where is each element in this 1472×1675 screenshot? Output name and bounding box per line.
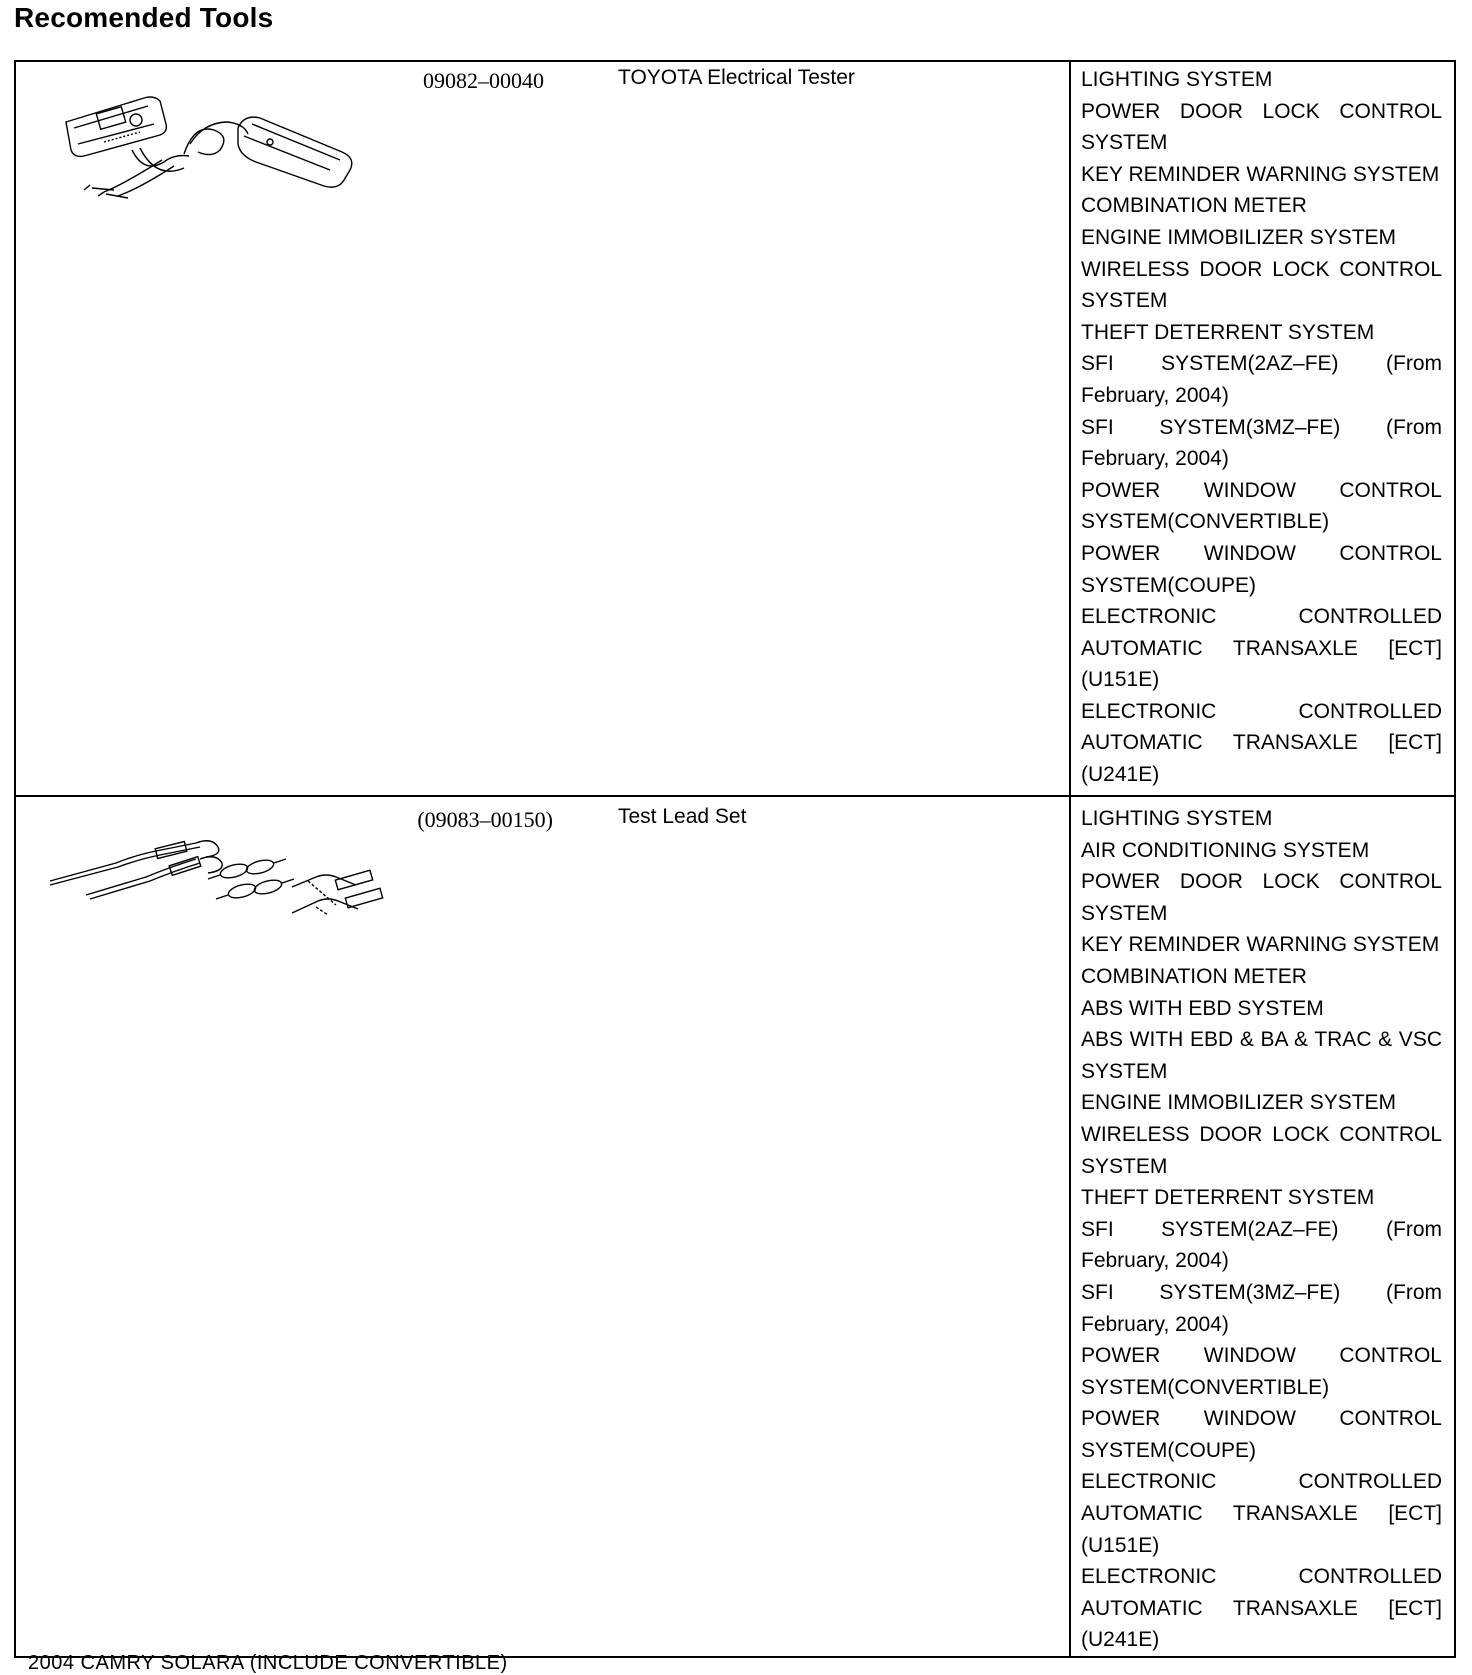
system-item: KEY REMINDER WARNING SYSTEM: [1081, 933, 1440, 957]
systems-list: [1081, 64, 1442, 791]
system-item: ABS WITH EBD & BA & TRAC & VSC SYSTEM: [1081, 1028, 1442, 1083]
system-item: KEY REMINDER WARNING SYSTEM: [1081, 162, 1440, 186]
tool-name: TOYOTA Electrical Tester: [618, 66, 855, 89]
system-item: ELECTRONIC CONTROLLED AUTOMATIC TRANSAXLE [ECT](U151E): [1081, 605, 1442, 692]
tool-row-electrical-tester: [15, 61, 1455, 796]
system-item: AIR CONDITIONING SYSTEM: [1081, 838, 1370, 862]
system-item: POWER WINDOW CONTROL SYSTEM(CONVERTIBLE): [1081, 1344, 1442, 1399]
system-item: SFI SYSTEM(3MZ–FE) (From February, 2004): [1081, 415, 1442, 471]
tool-info-cell: [15, 796, 1070, 1657]
system-item: POWER WINDOW CONTROL SYSTEM(COUPE): [1081, 541, 1442, 597]
system-item: LIGHTING SYSTEM: [1081, 807, 1273, 830]
system-item: ABS WITH EBD SYSTEM: [1081, 996, 1324, 1020]
system-item: COMBINATION METER: [1081, 194, 1307, 218]
part-number: (09083–00150): [417, 807, 553, 832]
systems-list: [1081, 803, 1442, 1656]
system-item: POWER WINDOW CONTROL SYSTEM(CONVERTIBLE): [1081, 478, 1442, 534]
system-item: ELECTRONIC CONTROLLED AUTOMATIC TRANSAXLE [ECT](U241E): [1081, 1565, 1442, 1652]
systems-cell: [1070, 61, 1455, 796]
part-number: 09082–00040: [423, 68, 544, 93]
tool-info-cell: [15, 61, 1070, 796]
system-item: POWER DOOR LOCK CONTROL SYSTEM: [1081, 99, 1442, 155]
system-item: SFI SYSTEM(2AZ–FE) (From February, 2004): [1081, 1217, 1442, 1273]
system-item: ENGINE IMMOBILIZER SYSTEM: [1081, 225, 1397, 249]
page-title: Recomended Tools: [14, 2, 274, 33]
system-item: THEFT DETERRENT SYSTEM: [1081, 1186, 1375, 1210]
system-item: LIGHTING SYSTEM: [1081, 68, 1273, 91]
system-item: POWER WINDOW CONTROL SYSTEM(COUPE): [1081, 1407, 1442, 1462]
system-item: SFI SYSTEM(2AZ–FE) (From February, 2004): [1081, 352, 1442, 407]
tool-name: Test Lead Set: [618, 805, 747, 828]
test-lead-set-drawing: [46, 815, 386, 915]
system-item: SFI SYSTEM(3MZ–FE) (From February, 2004): [1081, 1280, 1442, 1336]
system-item: WIRELESS DOOR LOCK CONTROL SYSTEM: [1081, 1122, 1442, 1178]
system-item: THEFT DETERRENT SYSTEM: [1081, 320, 1375, 344]
systems-cell: [1070, 796, 1455, 1657]
system-item: ELECTRONIC CONTROLLED AUTOMATIC TRANSAXLE [ECT](U241E): [1081, 699, 1442, 787]
system-item: COMBINATION METER: [1081, 964, 1307, 988]
system-item: ELECTRONIC CONTROLLED AUTOMATIC TRANSAXLE [ECT](U151E): [1081, 1470, 1442, 1557]
electrical-tester-drawing: [44, 84, 364, 204]
system-item: POWER DOOR LOCK CONTROL SYSTEM: [1081, 870, 1442, 925]
tool-row-test-lead-set: [15, 796, 1455, 1657]
tools-table: [14, 60, 1456, 1658]
system-item: ENGINE IMMOBILIZER SYSTEM: [1081, 1091, 1397, 1115]
system-item: WIRELESS DOOR LOCK CONTROL SYSTEM: [1081, 257, 1442, 313]
page-footer: 2004 CAMRY SOLARA (INCLUDE CONVERTIBLE): [28, 1652, 508, 1674]
